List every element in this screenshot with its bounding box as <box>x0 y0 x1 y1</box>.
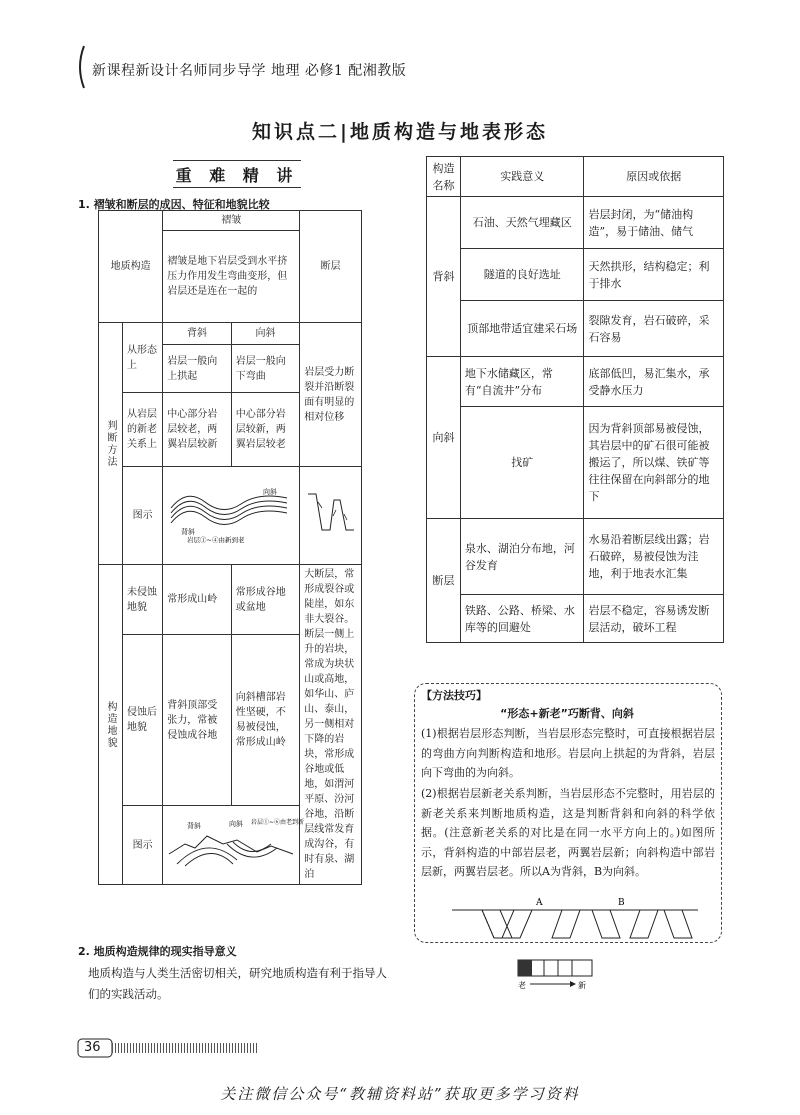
syncline-header: 向斜 <box>231 323 300 345</box>
anticline-header: 背斜 <box>163 323 232 345</box>
syncline-eroded: 向斜槽部岩性坚硬，不易被侵蚀，常形成山岭 <box>231 635 300 806</box>
footer-note: 关注微信公众号“教辅资料站”获取更多学习资料 <box>220 1085 580 1103</box>
judge-label: 判断方法 <box>99 323 123 565</box>
page-number-bar <box>78 1039 258 1057</box>
table-row-reason: 水易沿着断层线出露；岩石破碎，易被侵蚀为洼地，利于地表水汇集 <box>584 519 724 595</box>
figure-label-1: 图示 <box>123 467 163 565</box>
fig1-syncline-label: 向斜 <box>263 488 278 496</box>
label-b: B <box>618 898 625 908</box>
practical-paragraph: 地质构造与人类生活密切相关，研究地质构造有利于指导人们的实践活动。 <box>88 966 387 1001</box>
fault-landform: 大断层，常形成裂谷或陡崖，如东非大裂谷。断层一侧上升的岩块，常成为块状山或高地，如华山、庐山、泰山，另一侧相对下降的岩块，常形成谷地或低地，如渭河平原、汾河谷地，沿断层线常发育成沟谷，有时有泉、湖泊 <box>300 565 362 885</box>
fig2-syncline-label: 向斜 <box>229 819 244 828</box>
syncline-age: 中心部分岩层较新，两翼岩层较老 <box>231 393 300 467</box>
method-paragraph-1: (1)根据岩层形态判断，当岩层形态完整时，可直接根据岩层的弯曲方向判断构造和地形。岩层向上拱起的为背斜，岩层向下弯曲的为向斜。 <box>421 727 715 779</box>
col-header-structure: 构造名称 <box>427 157 461 197</box>
fig2-caption: 岩层①~⑥由老到新 <box>251 818 305 826</box>
running-header: 新课程新设计名师同步导学 地理 必修1 配湘教版 <box>92 63 407 79</box>
table-row-reason: 天然拱形，结构稳定；利于排水 <box>584 249 724 301</box>
col-header-reason: 原因或依据 <box>584 157 724 197</box>
group-syncline: 向斜 <box>427 357 461 519</box>
anticline-eroded: 背斜顶部受张力，常被侵蚀成谷地 <box>163 635 232 806</box>
strata-diagram <box>452 896 698 942</box>
practical-significance-table <box>426 156 724 643</box>
table-row-reason: 岩层封闭，为“储油构造”，易于储油、储气 <box>584 197 724 249</box>
table-row-meaning: 泉水、湖泊分布地，河谷发育 <box>460 519 584 595</box>
shape-label: 从形态上 <box>123 323 163 393</box>
eroded-fold-diagram <box>167 814 305 872</box>
label-a: A <box>536 898 543 908</box>
legend-old: 老 <box>518 981 526 990</box>
header-bracket-icon <box>74 44 88 90</box>
uneroded-label: 未侵蚀地貌 <box>123 565 163 635</box>
group-anticline: 背斜 <box>427 197 461 357</box>
heading-fold-fault: 1. 褶皱和断层的成因、特征和地貌比较 <box>78 198 270 211</box>
table-row-meaning: 隧道的良好选址 <box>460 249 584 301</box>
syncline-shape: 岩层一般向下弯曲 <box>231 345 300 393</box>
table-row-reason: 因为背斜顶部易被侵蚀，其岩层中的矿石很可能被搬运了，所以煤、铁矿等往往保留在向斜部分的地下 <box>584 407 724 519</box>
age-label: 从岩层的新老关系上 <box>123 393 163 467</box>
anticline-age: 中心部分岩层较老，两翼岩层较新 <box>163 393 232 467</box>
col-header-meaning: 实践意义 <box>460 157 584 197</box>
table-row-meaning: 找矿 <box>460 407 584 519</box>
page-title: 知识点二|地质构造与地表形态 <box>252 121 548 143</box>
figure-label-2: 图示 <box>123 806 163 885</box>
table-row-meaning: 地下水储藏区，常有“自流井”分布 <box>460 357 584 407</box>
age-legend <box>514 958 596 992</box>
anticline-uneroded: 常形成山岭 <box>163 565 232 635</box>
heading-practical: 2. 地质构造规律的现实指导意义 <box>78 945 237 958</box>
section-title: 重 难 精 讲 <box>175 166 299 185</box>
page-number: 36 <box>84 1040 101 1055</box>
fault-figure <box>300 467 362 565</box>
fault-diagram <box>306 490 356 536</box>
legend-new: 新 <box>578 981 586 990</box>
fold-diagram <box>167 482 295 544</box>
fold-fault-table <box>98 210 362 885</box>
table-row-reason: 底部低凹，易汇集水，承受静水压力 <box>584 357 724 407</box>
table-row-meaning: 石油、天然气埋藏区 <box>460 197 584 249</box>
fig1-anticline-label: 背斜 <box>181 528 196 536</box>
eroded-label: 侵蚀后地貌 <box>123 635 163 806</box>
fault-judge: 岩层受力断裂并沿断裂面有明显的相对位移 <box>300 323 362 467</box>
landform-label: 构造地貌 <box>99 565 123 885</box>
table-row-meaning: 顶部地带适宜建采石场 <box>460 301 584 357</box>
fold-cause: 褶皱是地下岩层受到水平挤压力作用发生弯曲变形，但岩层还是连在一起的 <box>163 231 300 323</box>
method-paragraph-2: (2)根据岩层新老关系判断，当岩层形态不完整时，用岩层的新老关系来判断地质构造，这是判断背斜和向斜的科学依据。(注意新老关系的对比是在同一水平方向上的。)如图所示，背斜构造的中部岩层老，两翼岩层新；向斜构造中部岩层新，两翼岩层老。所以A为背斜，B为向斜。 <box>421 787 715 878</box>
fig2-anticline-label: 背斜 <box>187 821 202 830</box>
cause-label: 地质构造 <box>99 211 163 323</box>
table-row-meaning: 铁路、公路、桥梁、水库等的回避处 <box>460 595 584 643</box>
method-tag: 【方法技巧】 <box>421 689 487 702</box>
eroded-figure <box>163 806 305 885</box>
fold-figure <box>163 467 300 565</box>
group-fault: 断层 <box>427 519 461 643</box>
fig1-caption: 岩层①~④由新到老 <box>187 536 245 544</box>
anticline-shape: 岩层一般向上拱起 <box>163 345 232 393</box>
syncline-uneroded: 常形成谷地或盆地 <box>231 565 300 635</box>
table-row-reason: 裂隙发育，岩石破碎，采石容易 <box>584 301 724 357</box>
method-title: “形态+新老”巧断背、向斜 <box>500 707 634 720</box>
fold-header: 褶皱 <box>163 211 300 231</box>
fault-header: 断层 <box>300 211 362 323</box>
table-row-reason: 岩层不稳定，容易诱发断层活动，破坏工程 <box>584 595 724 643</box>
